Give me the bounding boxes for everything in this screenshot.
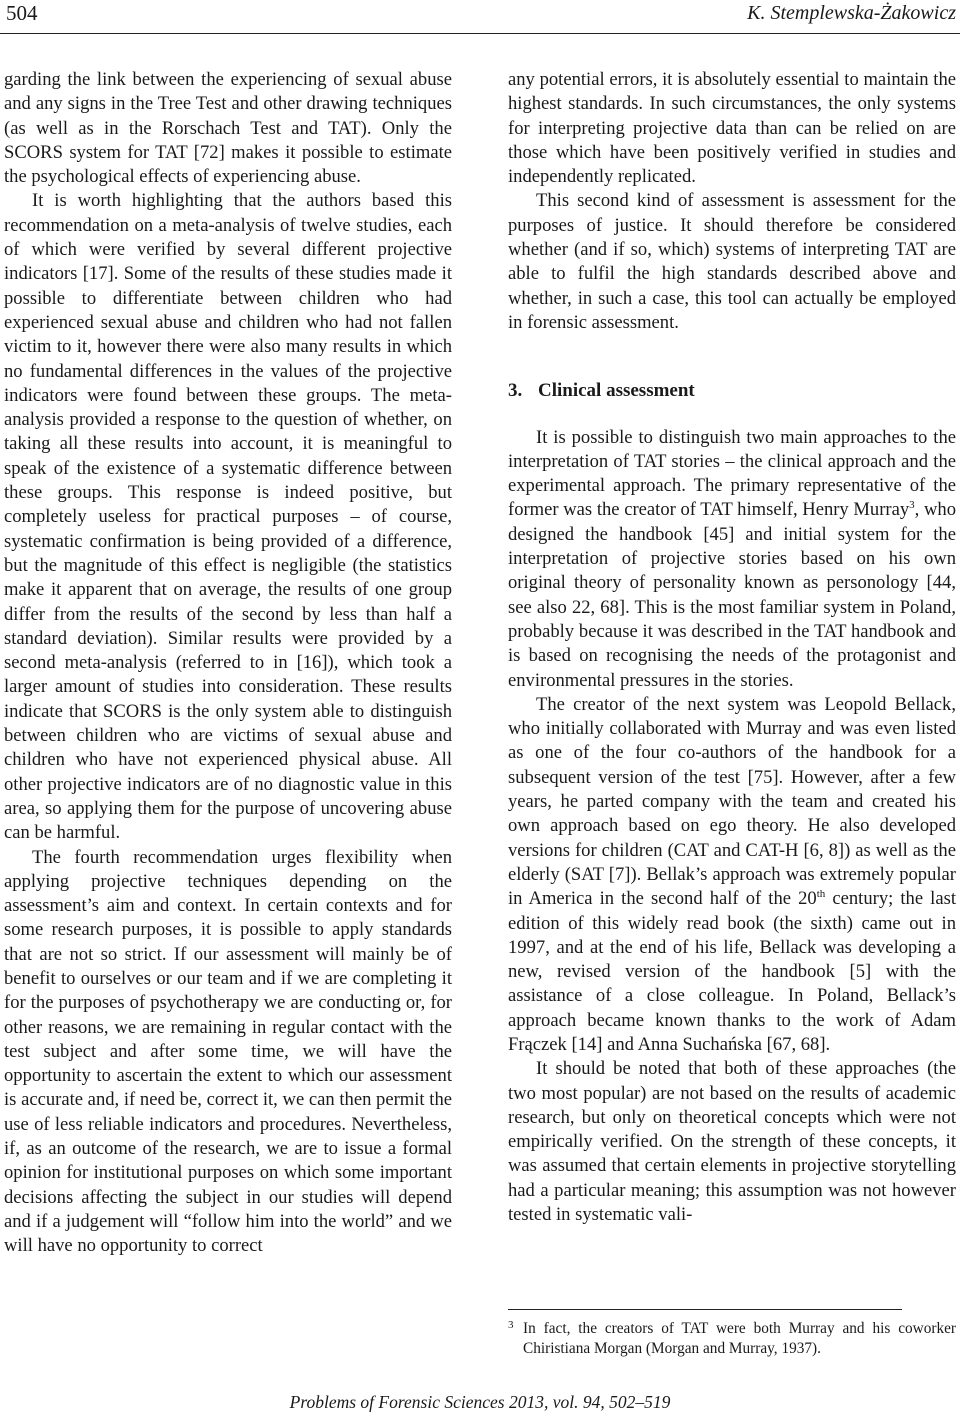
paragraph: It should be noted that both of these approaches (the two most popular) are not based on the results of academic research, but only on theoretical concepts which were not empirically verified. On the strength of these concepts, it was assumed that certain elements in projective storytelling had a particular meaning; this assumption was not however tested in systematic vali- xyxy=(508,1058,956,1226)
paragraph: It is worth highlighting that the authors based this recommendation on a meta-analysis of twelve studies, each of which were verified by several different projective indicators [17]. Some of the results of these studies made it possible to differentiate between children who had experienced sexual abuse and children who had not fallen victim to it, however there were also many results in which no fundamental differences in the values of the projective indicators were found between these groups. The meta-analysis provided a response to the question of whether, on taking all these results into account, it is meaningful to speak of the existence of a systematic difference between these groups. This response is indeed positive, but completely useless for practical purposes – of course, systematic confirmation is being provided of a difference, but the magnitude of this effect is negligible (the statistics make it apparent that on average, the results of one group differ from the results of the second by less than half a standard deviation). Similar results were provided by a second meta-analysis (referred to in [16]), which took a larger amount of studies into consideration. These results indicate that SCORS is the only system able to distinguish between children who are victims of sexual abuse and children who have not experienced physical abuse. All other projective indicators are of no diagnostic value in this area, so applying them for the purpose of uncovering abuse can be harmful. xyxy=(4,190,452,844)
running-author: K. Stemplewska-Żakowicz xyxy=(747,2,956,24)
paragraph: This second kind of assessment is assessment for the purposes of justice. It should therefore be considered whether (and if so, which) systems of interpreting TAT are able to fulfil the high standards described above and whether, in such a case, this tool can actually be employed in forensic assessment. xyxy=(508,190,956,333)
paragraph: The fourth recommendation urges flexibility when applying projective techniques depending on the assessment’s aim and context. In certain contexts and for some research purposes, it is possible to apply standards that are not so strict. If our assessment will mainly be of benefit to ourselves or our team and if we are completing it for the purposes of psychotherapy we are conducting or, for other reasons, we are remaining in regular contact with the test subject and after some time, we will have the opportunity to ascertain the extent to which our assessment is accurate and, if need be, correct it, we can then permit the use of less reliable indicators and procedures. Nevertheless, if, as an outcome of the research, we are to issue a formal opinion for institutional purposes on which some important decisions affecting the subject in our studies will depend and if a judgement will “follow him into the world” and we will have no opportunity to correct xyxy=(4,846,452,1257)
footnote-text: In fact, the creators of TAT were both Murray and his coworker Chiristiana Morgan (Morgan and Murray, 1937). xyxy=(523,1320,956,1357)
section-number: 3. xyxy=(508,380,523,402)
paragraph: any potential errors, it is absolutely essential to maintain the highest standards. In such circumstances, the only systems for interpreting projective data than can be relied on are those which have been positively verified in studies and independently replicated. xyxy=(508,69,956,188)
section-title: Clinical assessment xyxy=(538,380,695,402)
left-column xyxy=(4,68,452,1259)
header-rule xyxy=(0,33,960,34)
footnote-reference: 3 xyxy=(909,499,915,512)
paragraph xyxy=(508,693,956,1057)
footnote-marker: 3 xyxy=(508,1319,514,1331)
footnote-rule xyxy=(508,1309,902,1310)
ordinal-suffix: th xyxy=(816,888,826,901)
paragraph xyxy=(508,426,956,693)
paragraph-text: The creator of the next system was Leopold Bellack, who initially collaborated with Murray and was even listed as one of the four co-authors of the handbook for a subsequent version of the test [75]. However, after a few years, he parted company with the team and created his own approach based on ego theory. He also developed versions for children (CAT and CAT-H [6, 8]) as well as the elderly (SAT [7]). Bellak’s approach was extremely popular in America in the second half of the 20 xyxy=(508,693,956,910)
paragraph-text: , who designed the handbook [45] and initial system for the interpretation of projective stories based on his own original theory of personality known as personology [44, see also 22, 68]. This is the most familiar system in Poland, probably because it was described in the TAT handbook and is based on recognising the needs of the protagonist and environmental pressures in the stories. xyxy=(508,499,956,691)
footnote xyxy=(508,1319,956,1359)
right-column xyxy=(508,68,956,1227)
page-number: 504 xyxy=(6,1,38,25)
page-footer: Problems of Forensic Sciences 2013, vol. 94, 502–519 xyxy=(289,1392,671,1412)
paragraph-text: It is possible to distinguish two main approaches to the interpretation of TAT stories – the clinical approach and the experimental approach. The primary representative of the former was the creator of TAT himself, Henry Murray xyxy=(508,426,956,521)
section-heading xyxy=(508,379,956,403)
paragraph: garding the link between the experiencing of sexual abuse and any signs in the Tree Test and other drawing techniques (as well as in the Rorschach Test and TAT). Only the SCORS system for TAT [72] makes it possible to estimate the psychological effects of experiencing abuse. xyxy=(4,69,452,188)
paragraph-text: century; the last edition of this widely read book (the sixth) came out in 1997, and at the end of his life, Bellack was developing a new, revised version of the handbook [5] with the assistance of a close colleague. In Poland, Bellack’s approach became known thanks to the work of Adam Frączek [14] and Anna Suchańska [67, 68]. xyxy=(508,888,956,1055)
